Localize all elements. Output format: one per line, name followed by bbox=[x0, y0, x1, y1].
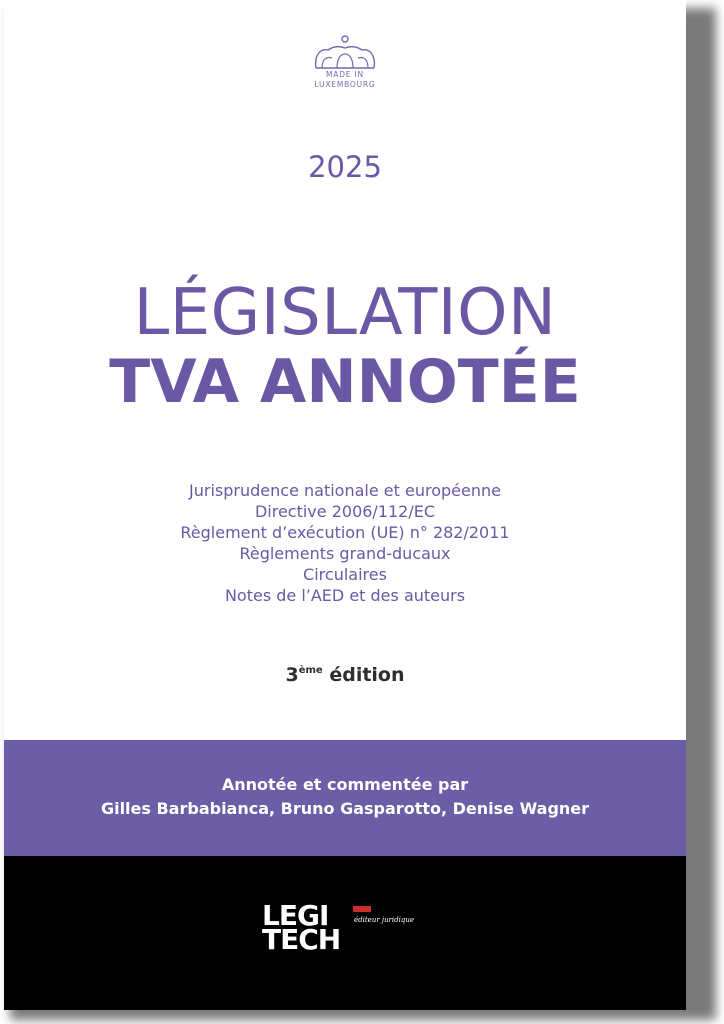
edition-label bbox=[4, 664, 686, 686]
publisher-logo bbox=[262, 899, 452, 956]
subtitle-item: Notes de l’AED et des auteurs bbox=[224, 586, 466, 605]
badge-line-1: MADE IN bbox=[326, 70, 364, 79]
cover-title-line-1: LÉGISLATION bbox=[133, 276, 557, 350]
made-in-luxembourg-badge bbox=[4, 34, 686, 90]
subtitle-item: Jurisprudence nationale et européenne bbox=[189, 481, 501, 500]
cover-title-line-2: TVA ANNOTÉE bbox=[109, 347, 581, 417]
publisher-red-mark bbox=[353, 906, 371, 912]
book-cover bbox=[4, 0, 686, 1010]
subtitle-list bbox=[4, 480, 686, 606]
edition-word: édition bbox=[329, 664, 405, 686]
crown-icon bbox=[310, 34, 380, 70]
badge-line-2: LUXEMBOURG bbox=[314, 80, 376, 89]
subtitle-item: Directive 2006/112/EC bbox=[254, 502, 436, 521]
cover-year: 2025 bbox=[308, 150, 382, 184]
authors-names: Gilles Barbabianca, Bruno Gasparotto, Denise Wagner bbox=[100, 799, 590, 818]
subtitle-item: Règlement d’exécution (UE) n° 282/2011 bbox=[180, 523, 510, 542]
edition-suffix: ème bbox=[298, 665, 323, 676]
subtitle-item: Règlements grand-ducaux bbox=[239, 544, 451, 563]
publisher-tagline: éditeur juridique bbox=[354, 916, 415, 924]
authors-heading: Annotée et commentée par bbox=[221, 775, 469, 794]
publisher-logo-line-2: TECH bbox=[262, 923, 341, 956]
publisher-logo-line-1: LEGI bbox=[262, 899, 329, 932]
subtitle-item: Circulaires bbox=[303, 565, 387, 584]
edition-number: 3 bbox=[285, 664, 299, 686]
authors-band bbox=[4, 740, 686, 856]
